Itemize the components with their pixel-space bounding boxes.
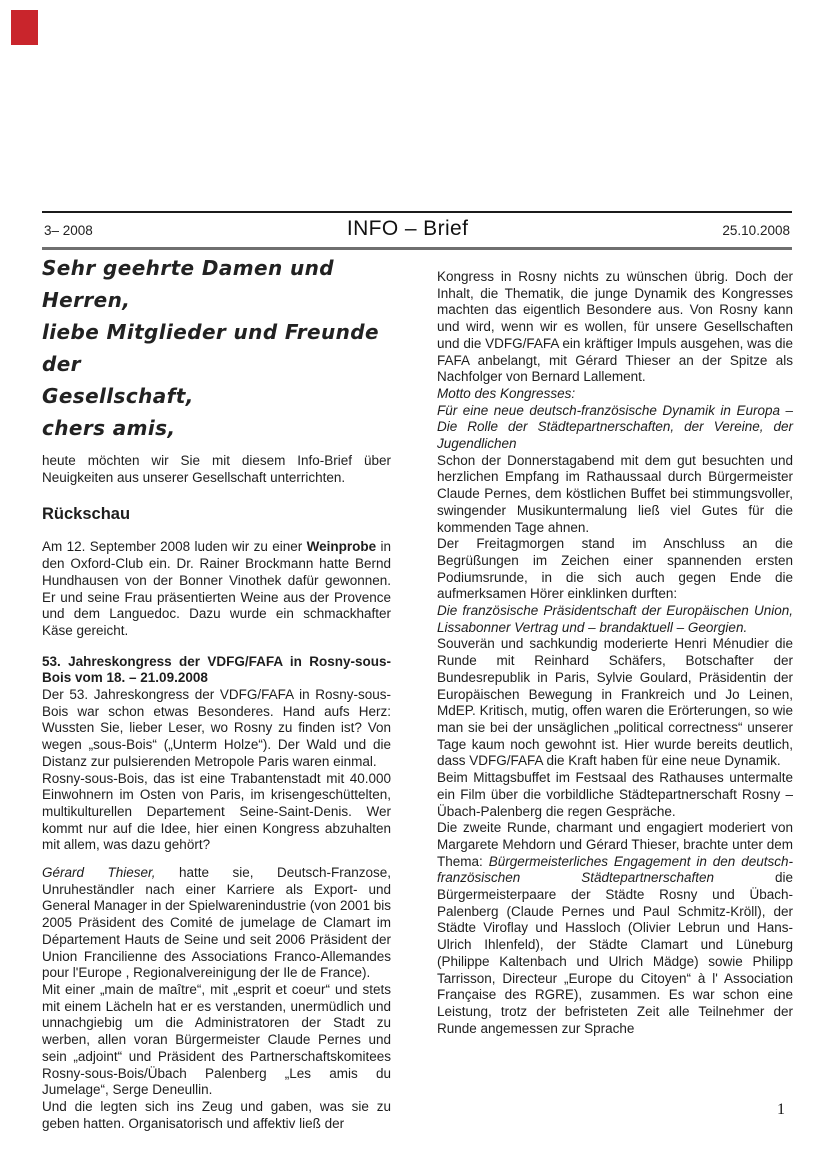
paragraph bbox=[437, 636, 793, 770]
paragraph bbox=[437, 770, 793, 820]
text-run: Am 12. September 2008 luden wir zu einer bbox=[42, 539, 307, 555]
text-run: Bürgermeisterliches Engagement in den deutsch-französischen Städtepartnerschaften bbox=[437, 853, 793, 886]
paragraph bbox=[437, 820, 793, 1037]
paragraph bbox=[42, 687, 391, 771]
text-run: heute möchten wir Sie mit diesem Info-Brief über Neuigkeiten aus unserer Gesellschaft unterrichten. bbox=[42, 453, 391, 485]
greeting-block bbox=[42, 250, 391, 444]
paragraph bbox=[42, 865, 391, 982]
right-column bbox=[437, 250, 793, 1132]
text-run: Die französische Präsidentschaft der Europäischen Union, Lissabonner Vertrag und – brandaktuell – Georgien. bbox=[437, 603, 793, 635]
text-run: Mit einer „main de maître“, mit „esprit et coeur“ und stets mit einem Lächeln hat er es verstanden, unermüdlich und unnachgiebig um die Administratoren der Stadt zu werben, allen voran Bürgermeister Claude Pernes und sein „adjoint“ und Präsident des Partnerschaftskomitees Rosny-sous-Bois/Übach Palenberg „Les amis du Jumelage“, Serge Deneullin. bbox=[42, 981, 391, 1098]
text-run: Für eine neue deutsch-französische Dynamik in Europa – Die Rolle der Städtepartnerschaften, der Vereine, der Jugendlichen bbox=[437, 402, 793, 452]
text-run: Kongress in Rosny nichts zu wünschen übrig. Doch der Inhalt, die Thematik, die junge Dynamik des Kongresses machten das eigentlich Besondere aus. Von Rosny kann und wird, wenn wir es wollen, für unsere Gesellschaften und die VDFG/FAFA ein kräftiger Impuls ausgehen, was die FAFA anbelangt, mit Gérard Thieser an der Spitze als Nachfolger von Bernard Lallement. bbox=[437, 269, 793, 385]
text-run: Souverän und sachkundig moderierte Henri Ménudier die Runde mit Reinhard Schäfers, Botschafter der Bundesrepublik in Paris, Sylvie Goulard, Präsidentin der Europäischen Bewegung in Frankreich und Jo Leinen, MdEP. Kritisch, mutig, offen waren die Erörterungen, so wie man sie bei der unsäglichen „political correctness“ unserer Tage kaum noch gewohnt ist. Hier wurde bereits deutlich, dass VDFG/FAFA die Kraft haben für eine neue Dynamik. bbox=[437, 636, 793, 769]
paragraph bbox=[437, 453, 793, 537]
article-body bbox=[42, 250, 793, 1132]
section-heading bbox=[42, 504, 391, 524]
text-run: Weinprobe bbox=[306, 539, 377, 555]
text-run: Die zweite Runde, charmant und engagiert moderiert von Margarete Mehdorn und Gérard Thieser, brachte unter dem Thema: bbox=[437, 820, 793, 869]
paragraph bbox=[42, 654, 391, 687]
greeting-line: Sehr geehrte Damen und Herren, bbox=[42, 256, 334, 312]
paragraph bbox=[437, 603, 793, 636]
left-paragraphs bbox=[42, 453, 391, 1132]
paragraph bbox=[42, 982, 391, 1099]
issue-date: 25.10.2008 bbox=[722, 223, 790, 238]
text-run: die Bürgermeisterpaare der Städte Rosny und Übach-Palenberg (Claude Pernes und Paul Schmitz-Kröll), der Städte Viroflay und Hassloch (Olivier Lebrun und Hans-Ulrich Ihlenfeld), der Städte Clamart und Lüneburg (Philippe Kaltenbach und Ulrich Mädge) sowie Philipp Tarrisson, Directeur „Europe du Citoyen“ à l' Association Française des RGRE), zusammen. Es war schon eine Leistung, trotz der befristeten Zeit alle Teilnehmer der Runde angemessen zur Sprache bbox=[437, 870, 793, 1036]
right-paragraphs bbox=[437, 269, 793, 1037]
paragraph bbox=[437, 269, 793, 386]
text-run: in den Oxford-Club ein. Dr. Rainer Brockmann hatte Bernd Hundhausen von der Bonner Vinothek dafür gewonnen. Er und seine Frau präsentierten Weine aus der Provence und dem Languedoc. Dazu wurde ein schmackhafter Käse gereicht. bbox=[42, 539, 391, 638]
text-run: Der Freitagmorgen stand im Anschluss an die Begrüßungen im Zeichen einer spannenden ersten Podiumsrunde, in die sich auch gegen Ende die aufmerksamen Hörer einklinken durften: bbox=[437, 536, 793, 602]
newsletter-title: INFO – Brief bbox=[346, 217, 469, 240]
page-number: 1 bbox=[777, 1101, 785, 1118]
header bbox=[42, 211, 792, 250]
text-run: Gérard Thieser, bbox=[42, 865, 156, 881]
paragraph bbox=[42, 453, 391, 486]
greeting-line: Gesellschaft, bbox=[42, 384, 194, 408]
text-run: Schon der Donnerstagabend mit dem gut besuchten und herzlichen Empfang im Rathaussaal durch Bürgermeister Claude Pernes, dem köstlichen Buffet bei stimmungsvoller, swingender Musikuntermalung ließ viel Gutes für die kommenden Tage ahnen. bbox=[437, 452, 793, 535]
text-run: Und die legten sich ins Zeug und gaben, was sie zu geben hatten. Organisatorisch und affektiv ließ der bbox=[42, 1098, 391, 1131]
text-run: Motto des Kongresses: bbox=[437, 385, 576, 401]
text-run: Rosny-sous-Bois, das ist eine Trabantenstadt mit 40.000 Einwohnern im Osten von Paris, im krisengeschüttelten, multikulturellen Departement Seine-Saint-Denis. Wer kommt nur auf die Idee, hier einen Kongress abzuhalten mit allem, was dazu gehört? bbox=[42, 770, 391, 853]
text-run: 53. Jahreskongress der VDFG/FAFA in Rosny-sous-Bois vom 18. – 21.09.2008 bbox=[42, 653, 391, 686]
issue-number: 3– 2008 bbox=[44, 223, 93, 238]
paragraph bbox=[437, 403, 793, 453]
paragraph bbox=[42, 771, 391, 855]
text-run: Rückschau bbox=[42, 505, 131, 524]
paragraph bbox=[42, 1099, 391, 1132]
greeting-line: chers amis, bbox=[42, 416, 176, 440]
left-column bbox=[42, 250, 391, 1132]
text-run: hatte sie, Deutsch-Franzose, Unruheständler nach einer Karriere als Export- und General Manager in der Spielwarenindustrie (von 2001 bis 2005 Präsident des Comité de jumelage de Clamart im Département Hauts de Seine und seit 2006 Präsident der Union Francilienne des Associations Franco-Allemandes pour l'Europe , Regionalvereinigung der Ile de France). bbox=[42, 865, 391, 981]
paragraph bbox=[437, 536, 793, 603]
text-run: Beim Mittagsbuffet im Festsaal des Rathauses untermalte ein Film über die vorbildliche Städtepartnerschaft Rosny – Übach-Palenberg die regen Gespräche. bbox=[437, 770, 793, 819]
red-square-logo bbox=[11, 10, 38, 45]
greeting-line: liebe Mitglieder und Freunde der bbox=[42, 320, 379, 376]
paragraph bbox=[437, 386, 793, 403]
text-run: Der 53. Jahreskongress der VDFG/FAFA in Rosny-sous-Bois war schon etwas Besonderes. Hand aufs Herz: Wussten Sie, lieber Leser, wo Rosny zu finden ist? Von wegen „sous-Bois“ („Unterm Holze“). Der Wald und die Distanz zur pulsierenden Metropole Paris waren einmal. bbox=[42, 687, 391, 769]
paragraph bbox=[42, 539, 391, 639]
